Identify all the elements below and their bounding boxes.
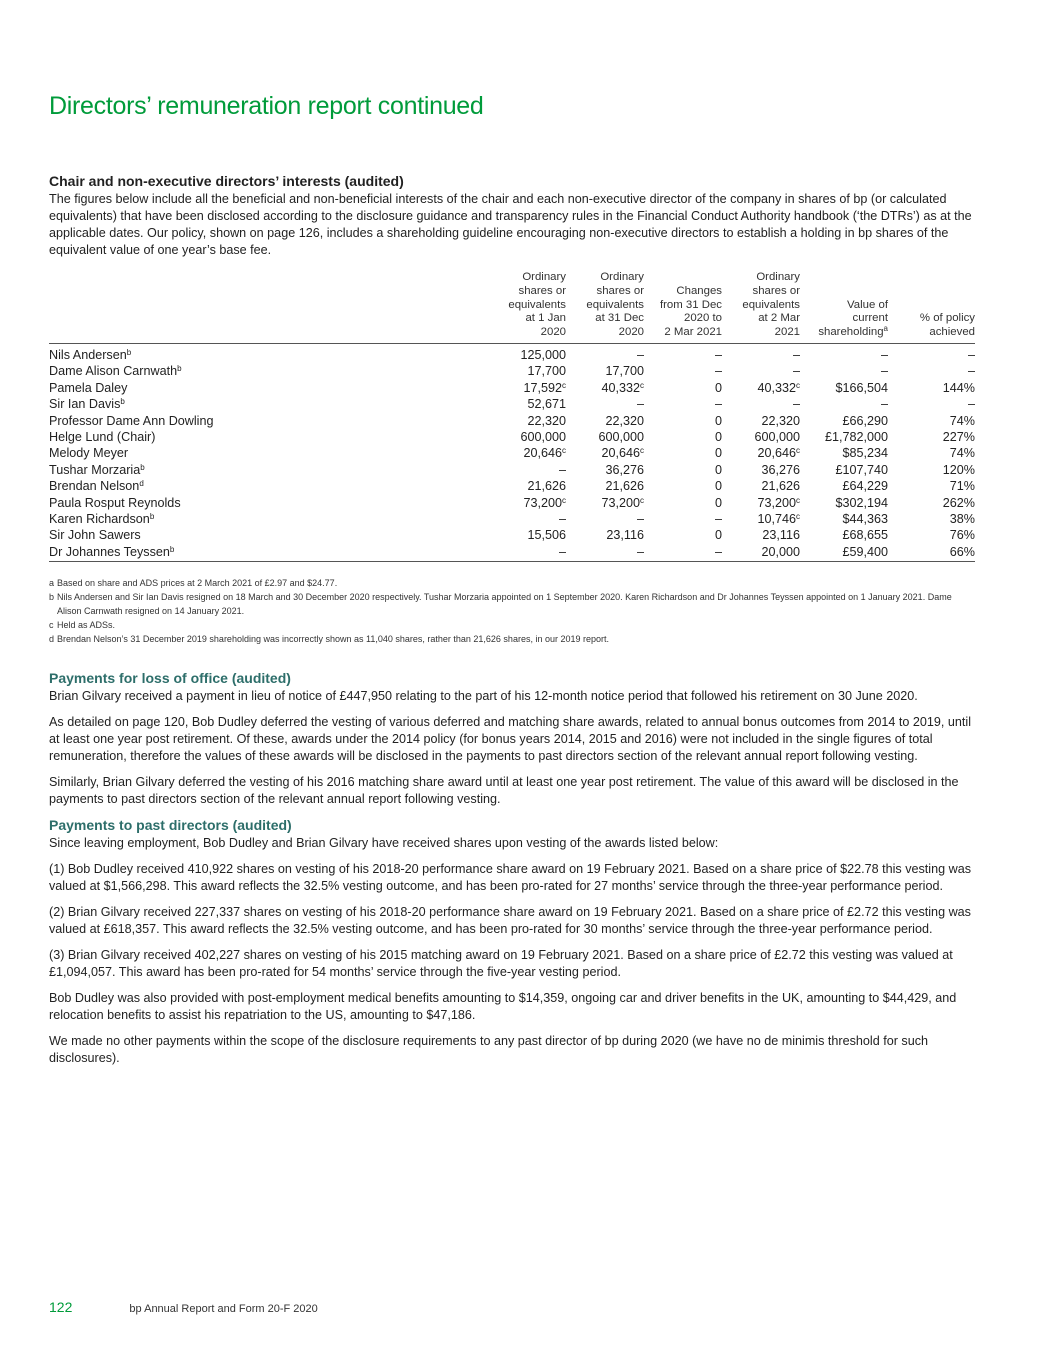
- header-name-cell: [49, 271, 441, 343]
- footnote-text: Brendan Nelson’s 31 December 2019 shareholding was incorrectly shown as 11,040 shares, rather than 21,626 shares, in our 2019 report.: [57, 634, 609, 645]
- loss-of-office-heading: Payments for loss of office (audited): [49, 670, 291, 687]
- director-name-cell: Nils Andersen$^b$: [49, 347, 132, 362]
- footnote-key: b: [49, 592, 55, 603]
- footnote-text: Nils Andersen and Sir Ian Davis resigned on 18 March and 30 December 2020 respectively. Tushar Morzaria appointed on 1 September 2020. Karen Richardson and Dr Johannes Teyssen appointed on 1 January 2021. Dame Alison Carnwath resigned on 14 January 2021.: [57, 592, 952, 617]
- value-cell: –: [792, 397, 800, 412]
- table-row: [49, 413, 975, 429]
- value-cell: 22,320: [605, 413, 644, 428]
- value-cell: –: [880, 364, 888, 379]
- column-header: % of policy achieved: [888, 271, 975, 343]
- paragraph: (1) Bob Dudley received 410,922 shares on vesting of his 2018-20 performance share award on 19 February 2021. Based on a share price of $22.78 this vesting was valued at $1,566,298. This award reflects the 32.5% vesting outcome, and has been pro-rated for 27 months’ service through the three-year performance period.: [49, 862, 971, 894]
- footnote: [49, 590, 975, 618]
- value-cell: $44,363: [842, 512, 888, 527]
- footnote-text: Based on share and ADS prices at 2 March 2021 of £2.97 and $24.77.: [57, 578, 338, 589]
- value-cell: 20,646$^c$: [757, 446, 800, 461]
- table-row: [49, 445, 975, 461]
- interests-table-body: [49, 343, 975, 561]
- value-cell: 600,000: [520, 430, 566, 445]
- footnote-key: a: [49, 578, 55, 589]
- footnotes: [49, 576, 975, 646]
- value-cell: 52,671: [527, 397, 566, 412]
- value-cell: 0: [714, 430, 722, 445]
- footnote: [49, 618, 975, 632]
- director-name-cell: Pamela Daley: [49, 380, 128, 395]
- value-cell: 40,332$^c$: [601, 380, 644, 395]
- value-cell: 20,000: [722, 544, 800, 562]
- footnote: [49, 576, 975, 590]
- value-cell: –: [967, 364, 975, 379]
- table-row: [49, 343, 975, 363]
- table-row: [49, 380, 975, 396]
- value-cell: –: [714, 347, 722, 362]
- value-cell: –: [792, 347, 800, 362]
- value-cell: $166,504: [835, 380, 888, 395]
- value-cell: £1,782,000: [824, 430, 888, 445]
- table-header-row: [49, 271, 975, 343]
- value-cell: 17,700: [527, 364, 566, 379]
- value-cell: 120%: [942, 462, 975, 477]
- value-cell: –: [644, 544, 722, 562]
- table-row: [49, 544, 975, 562]
- value-cell: 17,592$^c$: [523, 380, 566, 395]
- table-row: [49, 429, 975, 445]
- main-content: [49, 173, 975, 1076]
- paragraph: (3) Brian Gilvary received 402,227 shares on vesting of his 2015 matching award on 19 February 2021. Based on a share price of £2.72 this vesting was valued at £1,094,057. This award has been pro-rated for 54 months’ service through the five-year vesting period.: [49, 948, 953, 980]
- value-cell: 36,276: [761, 462, 800, 477]
- value-cell: 74%: [949, 446, 975, 461]
- paragraph: (2) Brian Gilvary received 227,337 shares on vesting of his 2018-20 performance share award on 19 February 2021. Based on a share price of £2.72 this vesting was valued at £618,357. This award reflects the 32.5% vesting outcome, and has been pro-rated for 30 months’ service through the three-year performance period.: [49, 905, 971, 937]
- director-name-cell: Helge Lund (Chair): [49, 430, 156, 445]
- page-number: 122: [49, 1299, 73, 1315]
- director-name-cell: Sir John Sawers: [49, 528, 141, 543]
- page-title-main: Directors’ remuneration report: [49, 92, 372, 120]
- director-name-cell: Brendan Nelson$^d$: [49, 479, 144, 494]
- value-cell: 66%: [888, 544, 975, 562]
- value-cell: 10,746$^c$: [757, 512, 800, 527]
- interests-intro: The figures below include all the beneficial and non-beneficial interests of the chair and each non-executive director of the company in shares of bp (or calculated equivalents) that have been disclosed according to the disclosure guidance and transparency rules in the Financial Conduct Authority handbook (‘the DTRs’) as at the applicable dates. Our policy, shown on page 126, includes a shareholding guideline encouraging non-executive directors to establish a holding in bp shares of the equivalent value of one year’s base fee.: [49, 192, 972, 257]
- table-row: [49, 495, 975, 511]
- director-name-cell: Melody Meyer: [49, 446, 129, 461]
- paragraph: Since leaving employment, Bob Dudley and Brian Gilvary have received shares upon vesting of the awards listed below:: [49, 836, 719, 851]
- value-cell: 0: [714, 446, 722, 461]
- column-header: Changes from 31 Dec 2020 to 2 Mar 2021: [644, 271, 722, 343]
- value-cell: 0: [714, 413, 722, 428]
- past-directors-section: [49, 817, 975, 1067]
- value-cell: 227%: [942, 430, 975, 445]
- value-cell: 0: [714, 495, 722, 510]
- director-name-cell: Sir Ian Davis$^b$: [49, 397, 125, 412]
- page-title: [49, 92, 484, 121]
- paragraph: Bob Dudley was also provided with post-employment medical benefits amounting to $14,359, ongoing car and driver benefits in the UK, amounting to $44,429, and relocation benefits to assist his repatriation to the US, amounting to $47,186.: [49, 991, 957, 1023]
- value-cell: –: [558, 462, 566, 477]
- value-cell: 0: [714, 462, 722, 477]
- director-name-cell: Paula Rosput Reynolds: [49, 495, 181, 510]
- director-name-cell: Professor Dame Ann Dowling: [49, 413, 214, 428]
- value-cell: £107,740: [835, 462, 888, 477]
- table-row: [49, 462, 975, 478]
- value-cell: 73,200$^c$: [601, 495, 644, 510]
- page-title-suffix: continued: [371, 92, 484, 120]
- value-cell: 17,700: [605, 364, 644, 379]
- value-cell: –: [636, 397, 644, 412]
- value-cell: 76%: [949, 528, 975, 543]
- value-cell: –: [714, 364, 722, 379]
- interests-section: [49, 173, 975, 646]
- table-row: [49, 363, 975, 379]
- publication-title: bp Annual Report and Form 20-F 2020: [129, 1303, 318, 1315]
- paragraph: We made no other payments within the scope of the disclosure requirements to any past director of bp during 2020 (we have no de minimis threshold for such disclosures).: [49, 1034, 929, 1066]
- value-cell: £64,229: [842, 479, 888, 494]
- page-footer: [49, 1299, 318, 1315]
- value-cell: 22,320: [527, 413, 566, 428]
- value-cell: 73,200$^c$: [523, 495, 566, 510]
- interests-heading: Chair and non-executive directors’ interests (audited): [49, 173, 404, 189]
- value-cell: $302,194: [835, 495, 888, 510]
- director-name-cell: Tushar Morzaria$^b$: [49, 462, 145, 477]
- value-cell: 0: [714, 528, 722, 543]
- value-cell: 22,320: [761, 413, 800, 428]
- director-name-cell: Karen Richardson$^b$: [49, 512, 155, 527]
- value-cell: 23,116: [762, 528, 800, 543]
- column-header: Ordinary shares or equivalents at 31 Dec 2020: [566, 271, 644, 343]
- table-row: [49, 396, 975, 412]
- interests-table: [49, 271, 975, 562]
- value-cell: –: [636, 512, 644, 527]
- value-cell: –: [880, 347, 888, 362]
- value-cell: –: [967, 347, 975, 362]
- footnote-text: Held as ADSs.: [57, 620, 116, 631]
- footnote-key: d: [49, 634, 55, 645]
- value-cell: 20,646$^c$: [523, 446, 566, 461]
- value-cell: 15,506: [527, 528, 566, 543]
- footnote-key: c: [49, 620, 54, 631]
- value-cell: –: [714, 397, 722, 412]
- value-cell: 23,116: [606, 528, 644, 543]
- value-cell: 36,276: [605, 462, 644, 477]
- table-row: [49, 527, 975, 543]
- value-cell: –: [566, 544, 644, 562]
- value-cell: £59,400: [800, 544, 888, 562]
- director-name-cell: Dame Alison Carnwath$^b$: [49, 364, 182, 379]
- paragraph: Brian Gilvary received a payment in lieu of notice of £447,950 relating to the part of his 12-month notice period that followed his retirement on 30 June 2020.: [49, 689, 918, 704]
- value-cell: 38%: [949, 512, 975, 527]
- value-cell: 600,000: [598, 430, 644, 445]
- director-name-cell: Dr Johannes Teyssen$^b$: [49, 544, 441, 562]
- value-cell: 125,000: [520, 347, 566, 362]
- value-cell: 144%: [942, 380, 975, 395]
- value-cell: 0: [714, 479, 722, 494]
- value-cell: £68,655: [842, 528, 888, 543]
- value-cell: –: [441, 544, 566, 562]
- value-cell: 21,626: [761, 479, 800, 494]
- column-header: Ordinary shares or equivalents at 2 Mar 2021: [722, 271, 800, 343]
- value-cell: –: [636, 347, 644, 362]
- value-cell: –: [967, 397, 975, 412]
- value-cell: 21,626: [527, 479, 566, 494]
- paragraph: As detailed on page 120, Bob Dudley deferred the vesting of various deferred and matching share awards, related to annual bonus outcomes from 2014 to 2019, until at least one year post retirement. Of these, awards under the 2014 policy (for bonus years 2014, 2015 and 2016) were not included in the single figures of total remuneration, therefore the values of these awards will be disclosed in the payments to past directors section of the relevant annual report following vesting.: [49, 715, 972, 764]
- table-row: [49, 478, 975, 494]
- column-header: Ordinary shares or equivalents at 1 Jan 2020: [441, 271, 566, 343]
- table-row: [49, 511, 975, 527]
- value-cell: –: [792, 364, 800, 379]
- column-header: Value of current shareholding$^a$: [800, 271, 888, 343]
- loss-of-office-section: [49, 670, 975, 808]
- value-cell: 20,646$^c$: [601, 446, 644, 461]
- value-cell: £66,290: [842, 413, 888, 428]
- value-cell: 0: [714, 380, 722, 395]
- value-cell: 262%: [942, 495, 975, 510]
- value-cell: $85,234: [842, 446, 888, 461]
- value-cell: 73,200$^c$: [757, 495, 800, 510]
- value-cell: 74%: [949, 413, 975, 428]
- value-cell: –: [558, 512, 566, 527]
- value-cell: –: [714, 512, 722, 527]
- value-cell: –: [880, 397, 888, 412]
- value-cell: 600,000: [754, 430, 800, 445]
- value-cell: 21,626: [605, 479, 644, 494]
- past-directors-heading: Payments to past directors (audited): [49, 817, 292, 834]
- footnote: [49, 632, 975, 646]
- paragraph: Similarly, Brian Gilvary deferred the vesting of his 2016 matching share award until at least one year post retirement. The value of this award will be disclosed in the payments to past directors section of the relevant annual report following vesting.: [49, 775, 959, 807]
- value-cell: 71%: [949, 479, 975, 494]
- value-cell: 40,332$^c$: [757, 380, 800, 395]
